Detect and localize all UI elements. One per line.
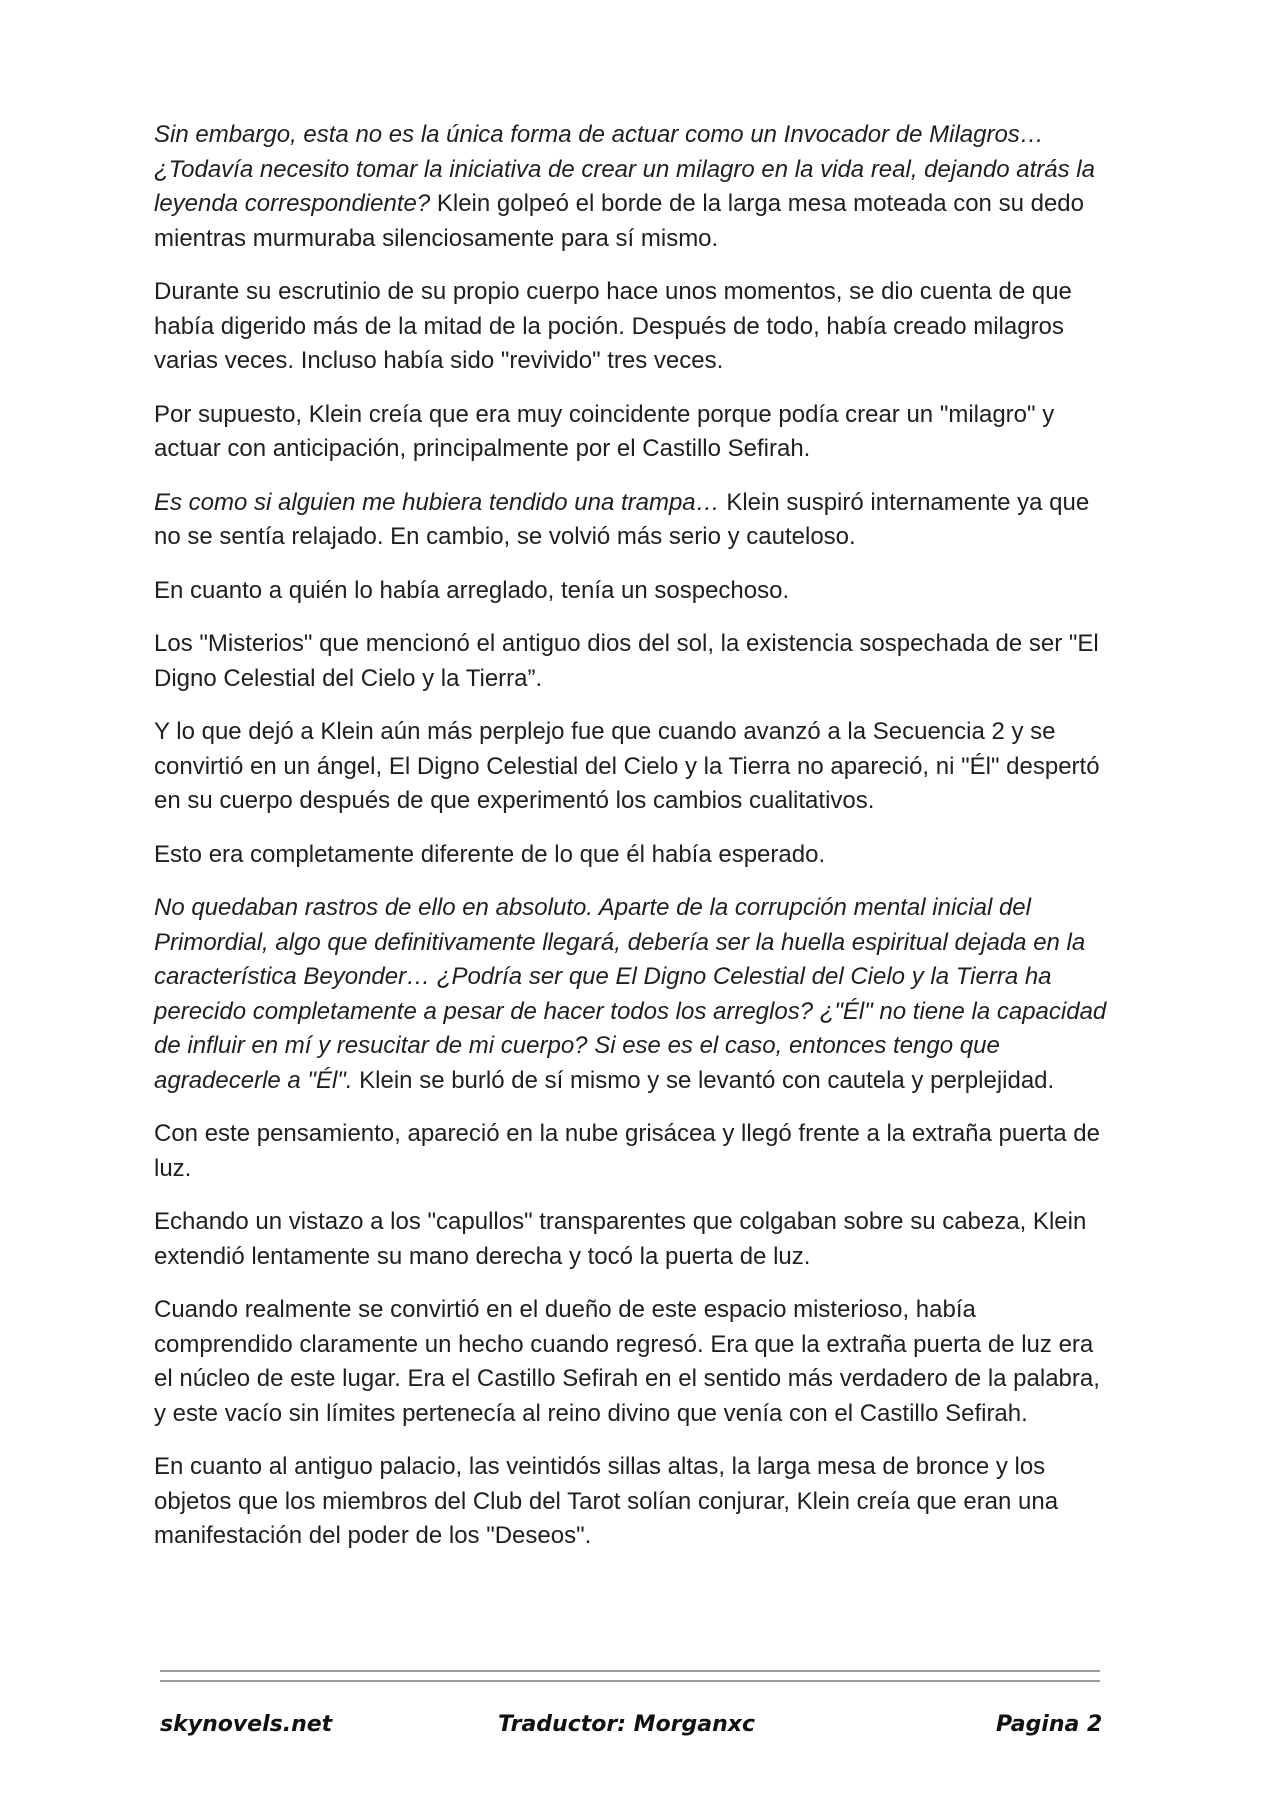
footer-divider-bottom [160, 1680, 1100, 1682]
paragraph-7: Y lo que dejó a Klein aún más perplejo fue que cuando avanzó a la Secuencia 2 y se convirtió en un ángel, El Digno Celestial del Cielo y la Tierra no apareció, ni "Él" despertó en su cuerpo después de que experimentó los cambios cualitativos. [154, 718, 1100, 814]
paragraph-12: Cuando realmente se convirtió en el dueño de este espacio misterioso, había comprendido claramente un hecho cuando regresó. Era que la extraña puerta de luz era el núcleo de este lugar. Era el Castillo Sefirah en el sentido más verdadero de la palabra, y este vacío sin límites pertenecía al reino divino que venía con el Castillo Sefirah. [154, 1296, 1100, 1427]
paragraph-6: Los "Misterios" que mencionó el antiguo dios del sol, la existencia sospechada de ser "El Digno Celestial del Cielo y la Tierra”. [154, 630, 1099, 692]
chapter-body [154, 118, 1114, 1573]
paragraph-11: Echando un vistazo a los "capullos" transparentes que colgaban sobre su cabeza, Klein extendió lentamente su mano derecha y tocó la puerta de luz. [154, 1208, 1087, 1270]
narration: Klein golpeó el borde de la larga mesa moteada con su dedo mientras murmuraba silenciosamente para sí mismo. [154, 190, 1084, 252]
paragraph-1 [154, 118, 1114, 256]
paragraph-2: Durante su escrutinio de su propio cuerpo hace unos momentos, se dio cuenta de que había digerido más de la mitad de la poción. Después de todo, había creado milagros varias veces. Incluso había sido "revivido" tres veces. [154, 278, 1072, 374]
narration: Klein se burló de sí mismo y se levantó con cautela y perplejidad. [352, 1066, 1055, 1094]
inner-thought: Es como si alguien me hubiera tendido una trampa… [154, 488, 720, 516]
paragraph-10: Con este pensamiento, apareció en la nube grisácea y llegó frente a la extraña puerta de luz. [154, 1120, 1100, 1182]
paragraph-13: En cuanto al antiguo palacio, las veintidós sillas altas, la larga mesa de bronce y los objetos que los miembros del Club del Tarot solían conjurar, Klein creía que eran una manifestación del poder de los "Deseos". [154, 1453, 1059, 1549]
paragraph-8: Esto era completamente diferente de lo que él había esperado. [154, 840, 826, 868]
paragraph-3: Por supuesto, Klein creía que era muy coincidente porque podía crear un "milagro" y actuar con anticipación, principalmente por el Castillo Sefirah. [154, 400, 1055, 462]
inner-thought: Sin embargo, esta no es la única forma de actuar como un Invocador de Milagros… ¿Todavía necesito tomar la iniciativa de crear un milagro en la vida real, dejando atrás la leyenda correspondiente? [154, 121, 1095, 217]
footer-divider-top [160, 1670, 1100, 1672]
footer-page-number: Pagina 2 [996, 1712, 1103, 1737]
inner-thought: No quedaban rastros de ello en absoluto. Aparte de la corrupción mental inicial del Primordial, algo que definitivamente llegará, debería ser la huella espiritual dejada en la característica Beyonder… ¿Podría ser que El Digno Celestial del Cielo y la Tierra ha perecido completamente a pesar de hacer todos los arreglos? ¿"Él" no tiene la capacidad de influir en mí y resucitar de mi cuerpo? Si ese es el caso, entonces tengo que agradecerle a "Él". [154, 894, 1107, 1094]
narration: Klein suspiró internamente ya que no se sentía relajado. En cambio, se volvió más serio y cauteloso. [154, 488, 1090, 550]
footer-site: skynovels.net [160, 1712, 333, 1737]
paragraph-9 [154, 891, 1114, 1098]
paragraph-4 [154, 486, 1114, 555]
footer-translator: Traductor: Morganxc [498, 1712, 756, 1737]
paragraph-5: En cuanto a quién lo había arreglado, tenía un sospechoso. [154, 576, 790, 604]
